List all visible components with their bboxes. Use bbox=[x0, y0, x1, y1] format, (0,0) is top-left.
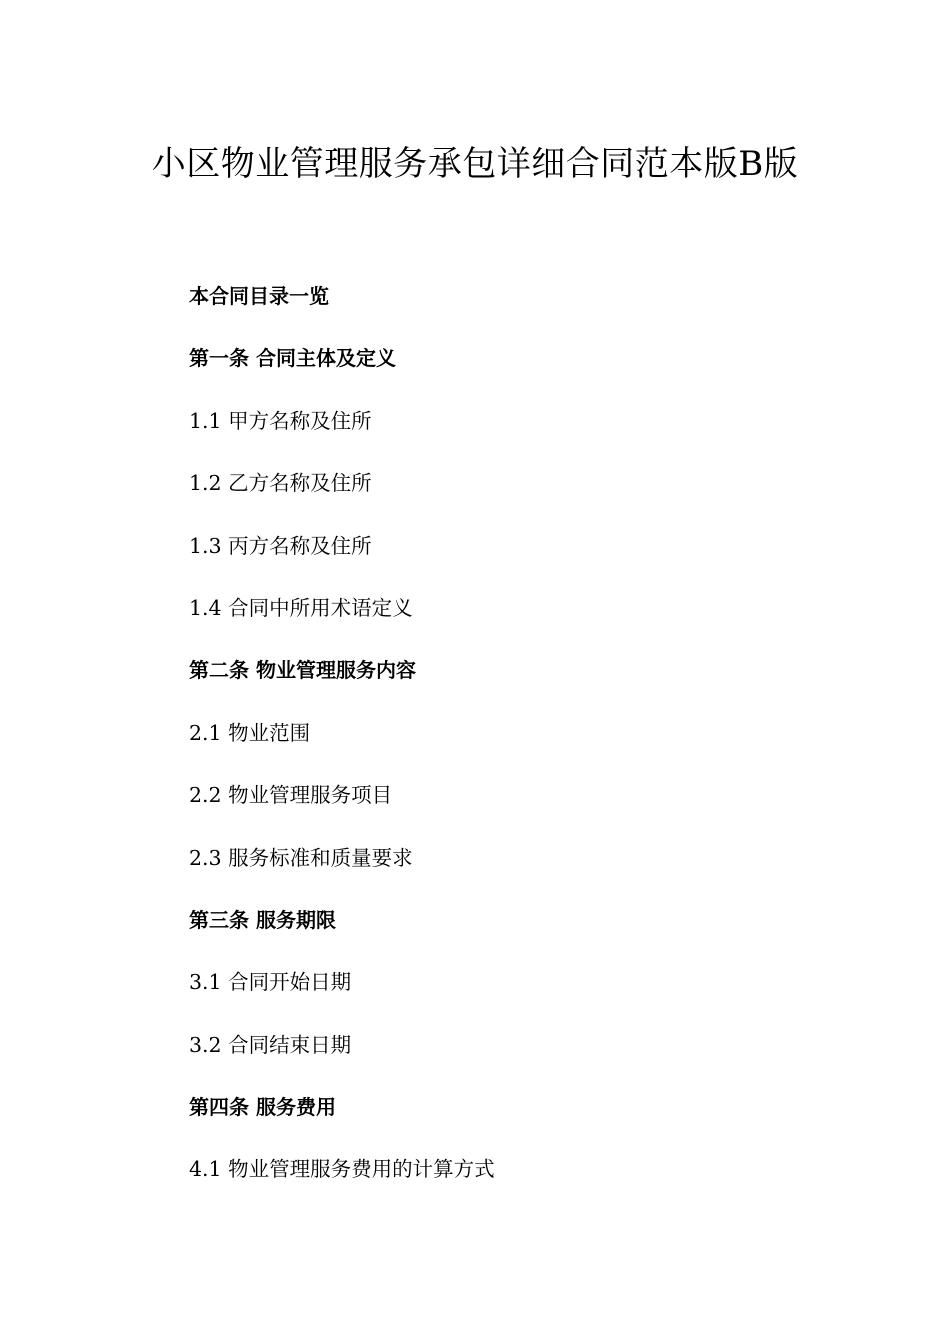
toc-item: 2.2 物业管理服务项目 bbox=[189, 783, 393, 808]
toc-item: 3.1 合同开始日期 bbox=[189, 970, 352, 995]
toc-item: 1.1 甲方名称及住所 bbox=[189, 408, 372, 433]
toc-item: 3.2 合同结束日期 bbox=[189, 1032, 352, 1057]
toc-item: 2.1 物业范围 bbox=[189, 720, 311, 745]
toc-section-heading: 第四条 服务费用 bbox=[189, 1095, 336, 1120]
toc-item: 2.3 服务标准和质量要求 bbox=[189, 845, 413, 870]
toc-item: 1.2 乙方名称及住所 bbox=[189, 471, 372, 496]
toc-item: 1.3 丙方名称及住所 bbox=[189, 533, 372, 558]
document-title: 小区物业管理服务承包详细合同范本版B版 bbox=[151, 144, 799, 184]
toc-heading: 本合同目录一览 bbox=[189, 284, 329, 308]
toc-item: 4.1 物业管理服务费用的计算方式 bbox=[189, 1157, 495, 1182]
toc-section-heading: 第一条 合同主体及定义 bbox=[189, 346, 396, 371]
toc-section-heading: 第三条 服务期限 bbox=[189, 907, 336, 932]
toc-section-heading: 第二条 物业管理服务内容 bbox=[189, 658, 416, 683]
toc-item: 1.4 合同中所用术语定义 bbox=[189, 595, 413, 620]
table-of-contents bbox=[189, 277, 829, 1213]
